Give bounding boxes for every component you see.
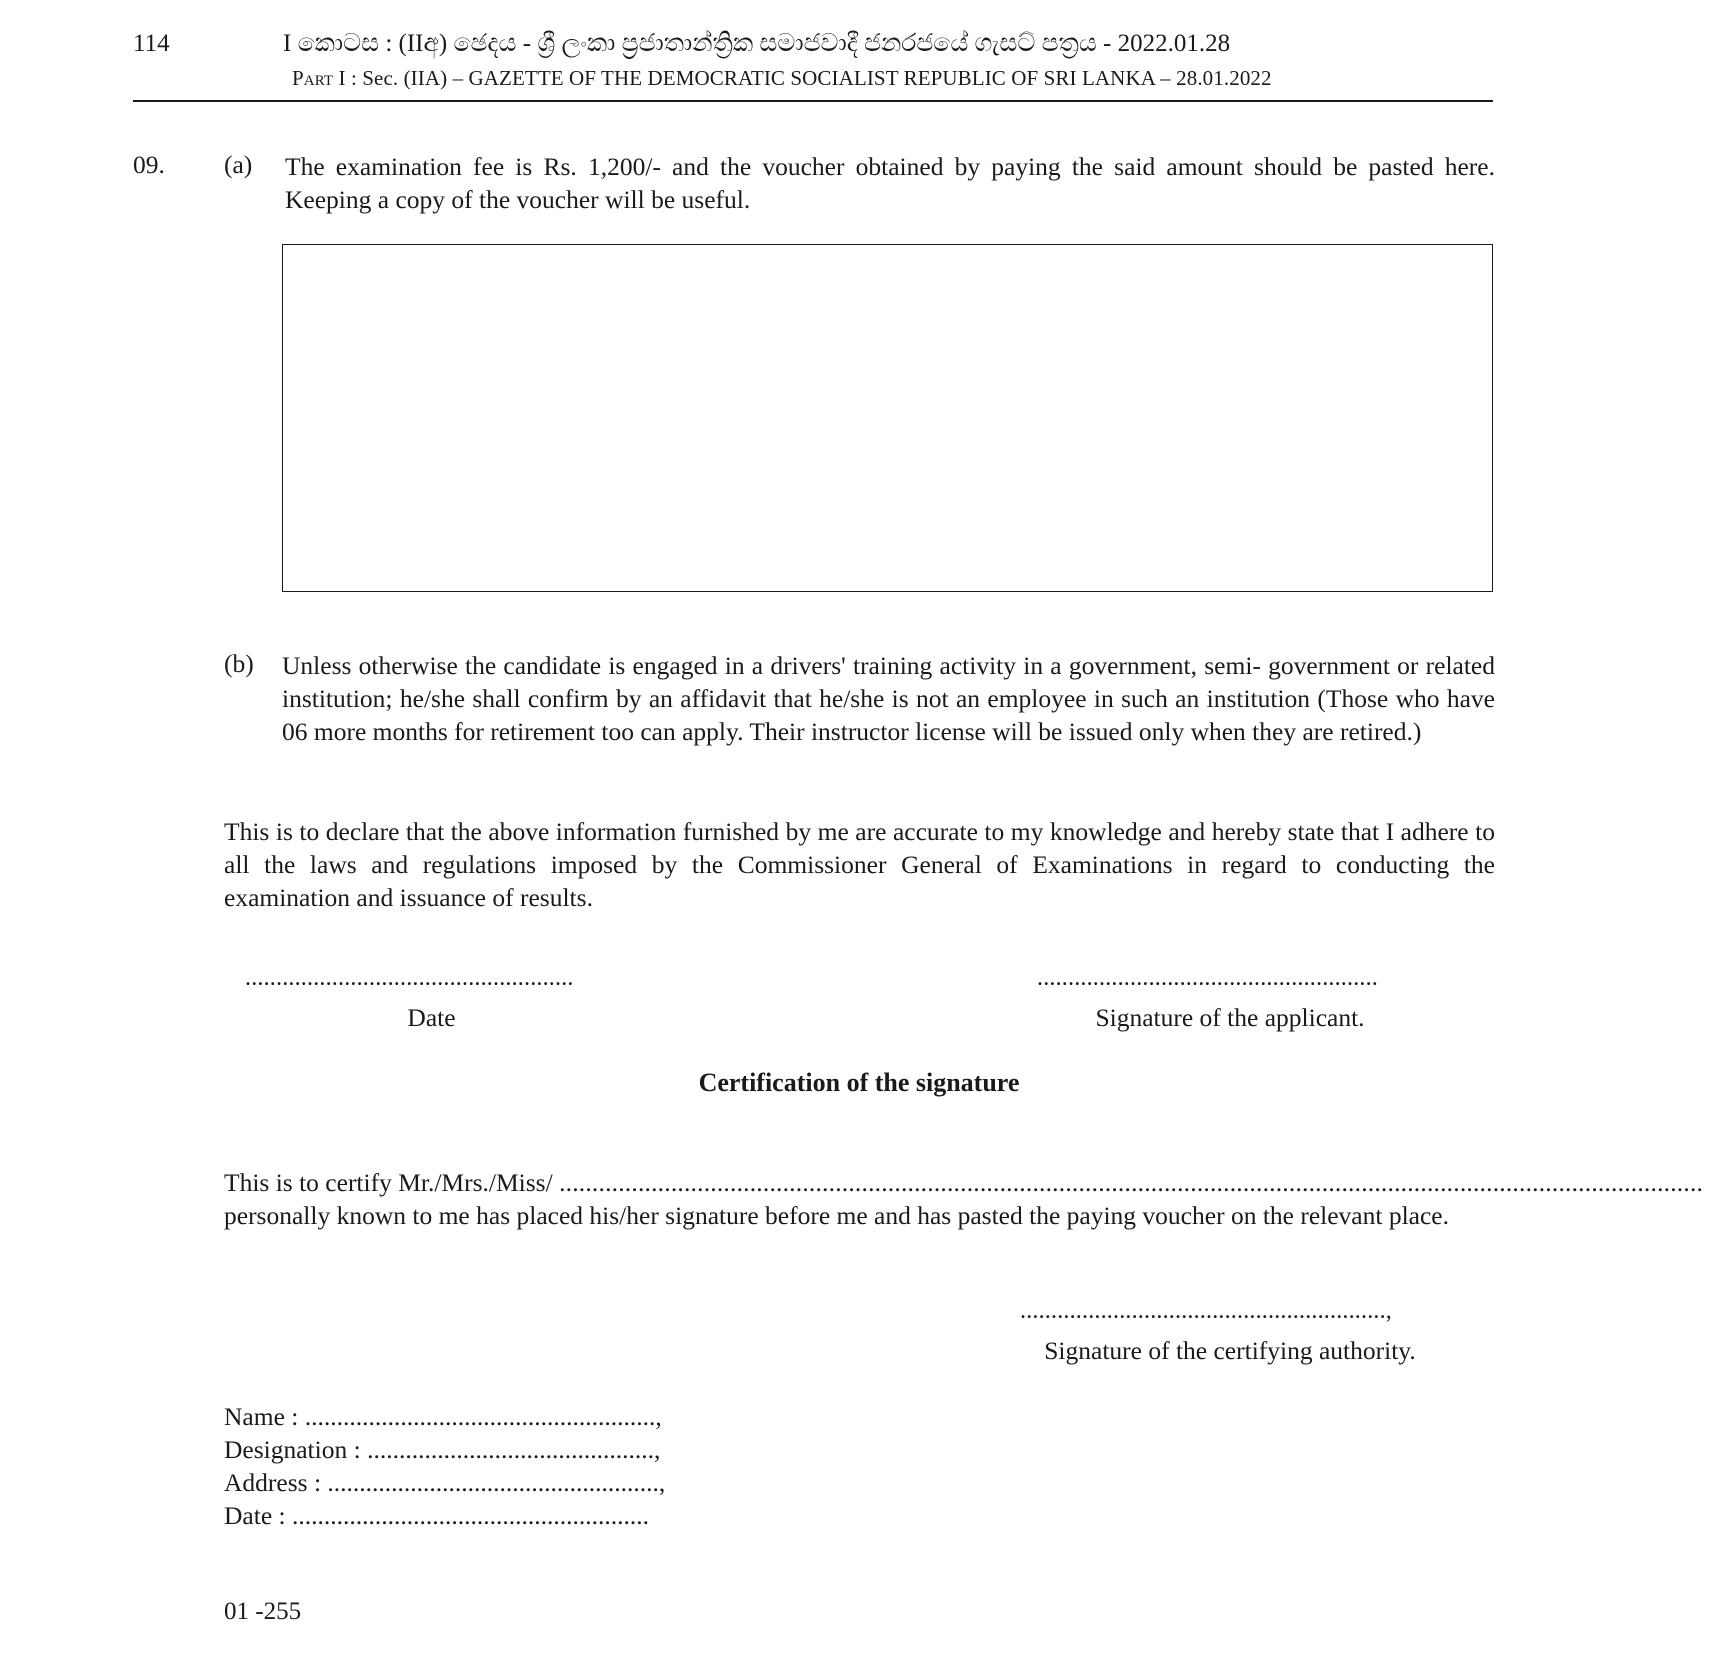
field-designation-dots: ............................................., xyxy=(367,1435,661,1464)
field-date-label: Date : xyxy=(224,1501,292,1530)
certification-prefix: This is to certify Mr./Mrs./Miss/ xyxy=(224,1168,560,1197)
field-date-dots: ........................................................ xyxy=(291,1501,649,1530)
applicant-signature-label: Signature of the applicant. xyxy=(1095,1003,1365,1032)
voucher-paste-box xyxy=(282,244,1493,592)
field-name-label: Name : xyxy=(224,1402,305,1431)
item-a-line1: The examination fee is Rs. 1,200/- and the voucher obtained by paying the said amount should be pasted here. xyxy=(285,152,1495,181)
item-a-text xyxy=(285,150,1495,216)
applicant-signature-dotted-line: ....................................................... xyxy=(1037,965,1378,991)
header-english-title xyxy=(292,66,1492,91)
header-english-rest: I : Sec. (IIA) – GAZETTE OF THE DEMOCRATIC SOCIALIST REPUBLIC OF SRI LANKA – 28.01.2022 xyxy=(333,66,1272,90)
certification-rest: personally known to me has placed his/her signature before me and has pasted the paying voucher on the relevant place. xyxy=(224,1201,1449,1230)
item-number: 09. xyxy=(133,150,165,179)
authority-signature-dotted-line: ..........................................................., xyxy=(1020,1298,1392,1324)
certification-heading: Certification of the signature xyxy=(698,1068,1020,1097)
certification-text xyxy=(224,1166,1704,1232)
field-date xyxy=(224,1499,665,1532)
field-address-dots: ...................................................., xyxy=(327,1468,666,1497)
field-designation-label: Designation : xyxy=(224,1435,368,1464)
item-a-label: (a) xyxy=(224,150,253,179)
field-address-label: Address : xyxy=(224,1468,328,1497)
footer-code: 01 -255 xyxy=(224,1598,302,1625)
date-dotted-line: ..................................................... xyxy=(245,965,574,991)
item-b-text: Unless otherwise the candidate is engaged in a drivers' training activity in a government, semi- government or related institution; he/she shall confirm by an affidavit that he/she is not an employee in such an institution (Those who have 06 more months for retirement too can apply. Their instructor license will be issued only when they are retired.) xyxy=(282,651,1495,746)
authority-details xyxy=(224,1400,665,1532)
header-sinhala-title: I කොටස : (IIඅ) ඡෙදය - ශ්‍රී ලංකා ප්‍රජාතාන්ත්‍රික සමාජවාදී ජනරජයේ ගැසට් පත්‍රය - 2022.01.28 xyxy=(283,30,1231,57)
field-address xyxy=(224,1466,665,1499)
field-name-dots: ......................................................., xyxy=(304,1402,662,1431)
item-a-line2: Keeping a copy of the voucher will be useful. xyxy=(285,185,751,214)
field-designation xyxy=(224,1433,665,1466)
declaration-text: This is to declare that the above information furnished by me are accurate to my knowledge and hereby state that I adhere to all the laws and regulations imposed by the Commissioner General of Examinations in regard to conducting the examination and issuance of results. xyxy=(224,817,1495,912)
page-number: 114 xyxy=(133,30,170,57)
item-b-label: (b) xyxy=(224,649,254,678)
certification-name-dots: .............................................................................................................................................................................. xyxy=(559,1168,1704,1197)
date-label: Date xyxy=(407,1003,456,1032)
authority-signature-label: Signature of the certifying authority. xyxy=(1044,1336,1416,1365)
header-divider xyxy=(133,100,1493,102)
header-part-word: Part xyxy=(292,66,334,90)
field-name xyxy=(224,1400,665,1433)
certification-line1 xyxy=(224,1166,1704,1199)
